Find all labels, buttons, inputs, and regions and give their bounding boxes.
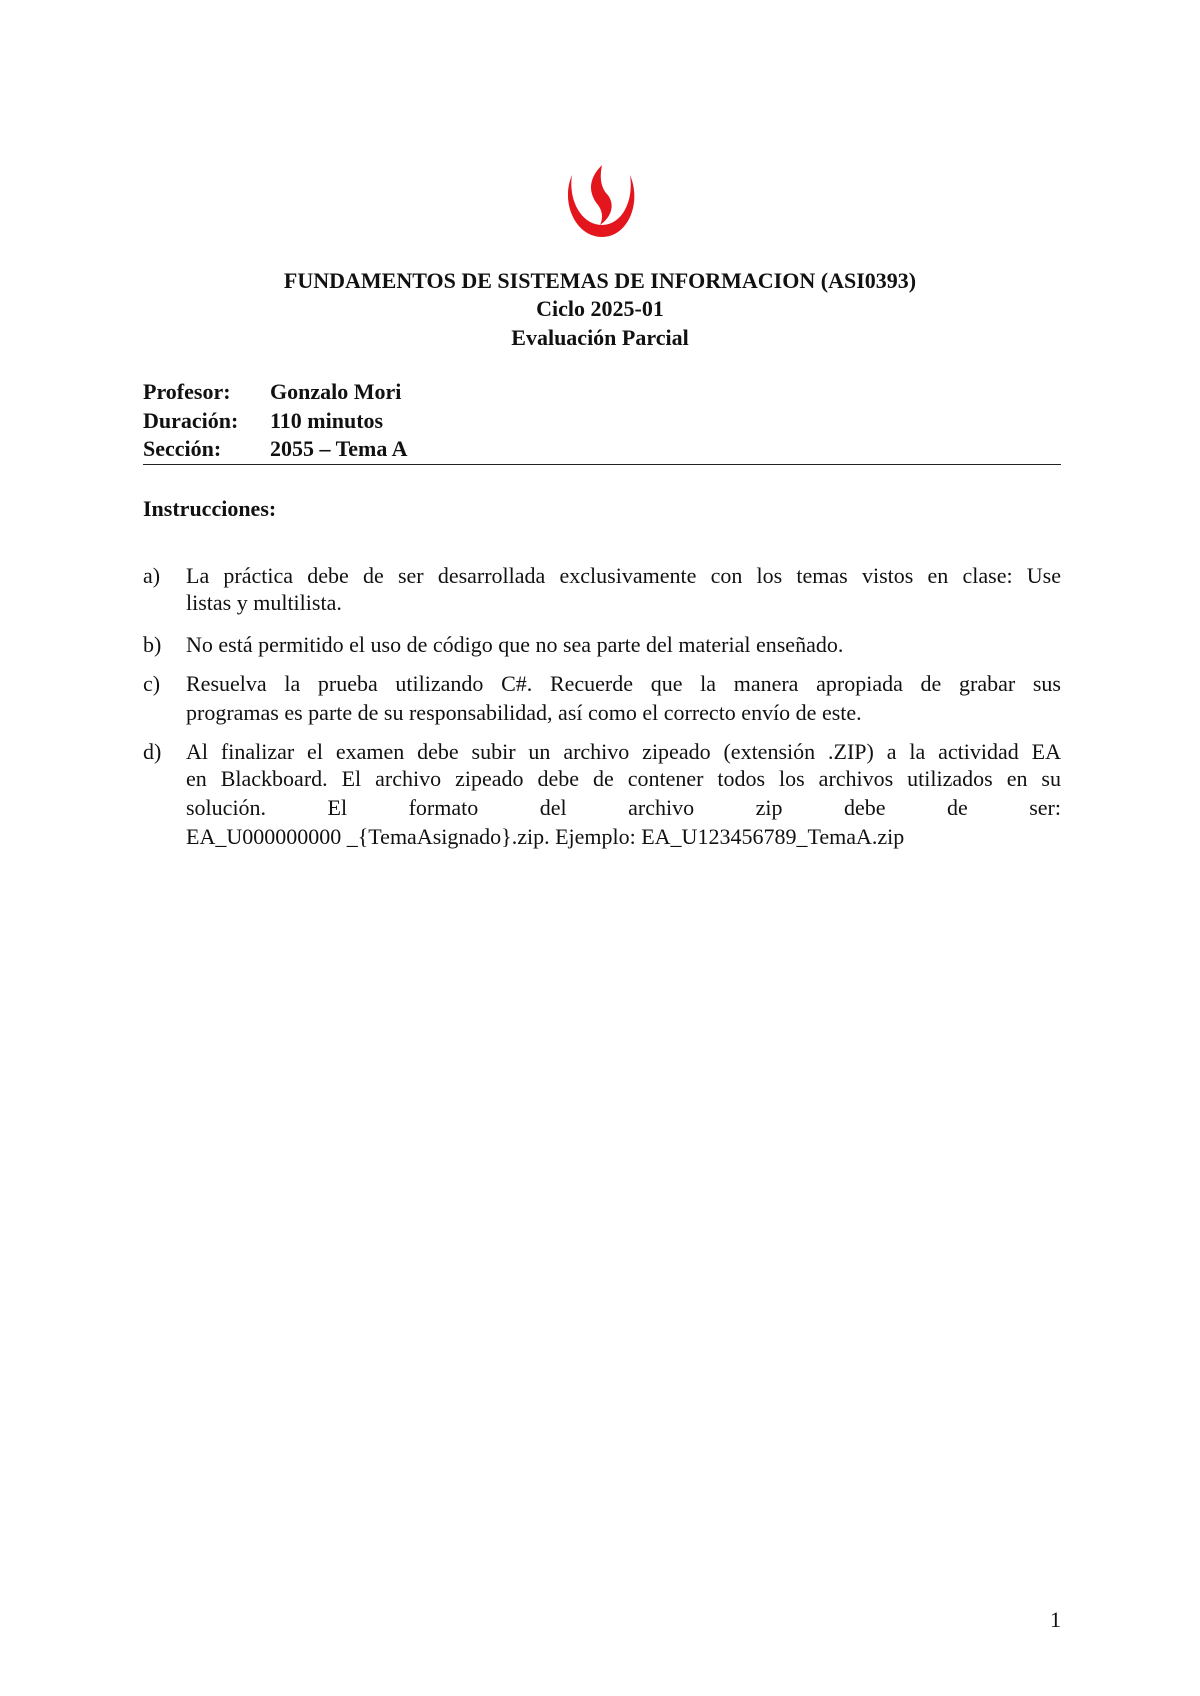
item-line: EA_U000000000 _{TemaAsignado}.zip. Ejemplo: EA_U123456789_TemaA.zip [186,824,905,849]
professor-label: Profesor: [143,379,231,404]
exam-type: Evaluación Parcial [511,325,689,350]
page-number: 1 [1050,1607,1061,1632]
item-line: No está permitido el uso de código que no sea parte del material enseñado. [186,632,844,657]
item-line: listas y multilista. [186,590,342,615]
course-title: FUNDAMENTOS DE SISTEMAS DE INFORMACION (ASI0393) [283,268,917,293]
item-line: La práctica debe de ser desarrollada exclusivamente con los temas vistos en clase: Use [186,563,1061,588]
cycle: Ciclo 2025-01 [536,296,664,321]
divider [143,464,1061,465]
item-line: programas es parte de su responsabilidad, así como el correcto envío de este. [186,700,862,725]
item-line: Resuelva la prueba utilizando C#. Recuerde que la manera apropiada de grabar sus [186,671,1061,696]
instructions-heading: Instrucciones: [143,496,277,521]
duration-value: 110 minutos [270,408,384,433]
item-line: Al finalizar el examen debe subir un archivo zipeado (extensión .ZIP) a la actividad EA [186,739,1061,764]
item-line: en Blackboard. El archivo zipeado debe de contener todos los archivos utilizados en su [186,766,1061,791]
university-logo [562,163,640,241]
duration-label: Duración: [143,408,239,433]
item-marker: a) [143,563,161,588]
item-marker: d) [143,739,162,764]
section-label: Sección: [143,436,222,461]
professor-value: Gonzalo Mori [270,379,402,404]
item-marker: c) [143,671,161,696]
section-value: 2055 – Tema A [270,436,408,461]
item-line: solución. El formato del archivo zip debe de ser: [186,795,1061,820]
item-marker: b) [143,632,162,657]
